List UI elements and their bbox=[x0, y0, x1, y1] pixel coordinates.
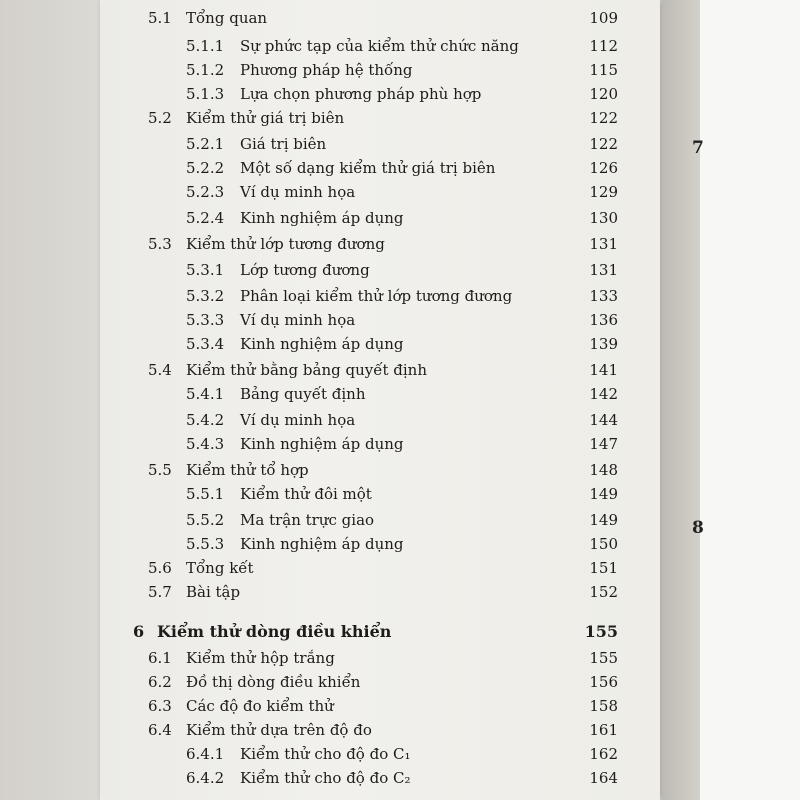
toc-chapter-entry bbox=[100, 620, 660, 644]
background-right bbox=[692, 0, 800, 800]
page-number: 115 bbox=[589, 61, 618, 79]
page-number: 150 bbox=[589, 535, 618, 553]
toc-entry bbox=[100, 82, 660, 106]
dot-leader bbox=[410, 432, 578, 456]
page-number: 149 bbox=[589, 485, 618, 503]
section-number: 5.2.1 bbox=[186, 135, 225, 153]
toc-entry bbox=[100, 156, 660, 180]
dot-leader bbox=[393, 508, 578, 532]
section-number: 5.3.1 bbox=[186, 261, 225, 279]
section-title: Kinh nghiệm áp dụng bbox=[240, 535, 404, 553]
book-spine-shadow bbox=[0, 0, 100, 800]
dot-leader bbox=[440, 358, 578, 382]
section-title: Kinh nghiệm áp dụng bbox=[240, 335, 404, 353]
dot-leader bbox=[263, 556, 578, 580]
section-number: 5.1.3 bbox=[186, 85, 225, 103]
section-title: Bảng quyết định bbox=[240, 385, 366, 403]
toc-entry bbox=[100, 766, 660, 790]
section-number: 6.1 bbox=[148, 649, 172, 667]
section-number: 5.2.3 bbox=[186, 183, 225, 201]
section-number: 6.4 bbox=[148, 721, 172, 739]
dot-leader bbox=[426, 766, 578, 790]
toc-page bbox=[100, 0, 660, 800]
page-number: 147 bbox=[589, 435, 618, 453]
dot-leader bbox=[376, 258, 578, 282]
section-title: Kiểm thử dòng điều khiển bbox=[157, 622, 392, 641]
section-title: Bài tập bbox=[186, 583, 241, 601]
page-number: 131 bbox=[589, 235, 618, 253]
section-title: Kinh nghiệm áp dụng bbox=[240, 209, 404, 227]
section-title: Kiểm thử hộp trắng bbox=[186, 649, 335, 667]
page-number: 155 bbox=[584, 622, 618, 641]
page-number: 131 bbox=[589, 261, 618, 279]
section-title: Lựa chọn phương pháp phù hợp bbox=[240, 85, 482, 103]
section-number: 6.3 bbox=[148, 697, 172, 715]
toc-entry bbox=[100, 458, 660, 482]
page-number: 162 bbox=[589, 745, 618, 763]
section-number: 5.2.4 bbox=[186, 209, 225, 227]
dot-leader bbox=[368, 180, 578, 204]
dot-leader bbox=[347, 694, 578, 718]
toc-entry bbox=[100, 232, 660, 256]
section-number: 6.4.2 bbox=[186, 769, 225, 787]
toc-entry bbox=[100, 432, 660, 456]
page-number: 144 bbox=[589, 411, 618, 429]
dot-leader bbox=[410, 532, 578, 556]
toc-entry bbox=[100, 694, 660, 718]
section-number: 5.3 bbox=[148, 235, 172, 253]
section-number: 5.6 bbox=[148, 559, 172, 577]
section-title: Các độ đo kiểm thử bbox=[186, 697, 334, 715]
toc-entry bbox=[100, 332, 660, 356]
page-number: 155 bbox=[589, 649, 618, 667]
section-number: 5.4.2 bbox=[186, 411, 225, 429]
dot-leader bbox=[485, 82, 578, 106]
toc-entry bbox=[100, 206, 660, 230]
toc-entry bbox=[100, 508, 660, 532]
section-title: Tổng kết bbox=[186, 559, 254, 577]
page-number: 156 bbox=[589, 673, 618, 691]
section-number: 5.5 bbox=[148, 461, 172, 479]
toc-entry bbox=[100, 258, 660, 282]
section-title: Kinh nghiệm áp dụng bbox=[240, 435, 404, 453]
page-number: 158 bbox=[589, 697, 618, 715]
dot-leader bbox=[410, 206, 578, 230]
page-number: 161 bbox=[589, 721, 618, 739]
section-number: 5.7 bbox=[148, 583, 172, 601]
page-number: 151 bbox=[589, 559, 618, 577]
page-number: 120 bbox=[589, 85, 618, 103]
adjacent-page-edge bbox=[662, 0, 700, 800]
section-title: Phân loại kiểm thử lớp tương đương bbox=[240, 287, 513, 305]
toc-entry bbox=[100, 284, 660, 308]
section-number: 5.5.2 bbox=[186, 511, 225, 529]
section-title: Đồ thị dòng điều khiển bbox=[186, 673, 361, 691]
section-title: Ví dụ minh họa bbox=[240, 311, 356, 329]
section-number: 6.4.1 bbox=[186, 745, 225, 763]
section-title: Kiểm thử lớp tương đương bbox=[186, 235, 385, 253]
section-title: Tổng quan bbox=[186, 9, 268, 27]
section-title: Giá trị biên bbox=[240, 135, 327, 153]
dot-leader bbox=[426, 742, 578, 766]
toc-entry bbox=[100, 670, 660, 694]
section-title: Một số dạng kiểm thử giá trị biên bbox=[240, 159, 496, 177]
toc-entry bbox=[100, 646, 660, 670]
toc-entry bbox=[100, 34, 660, 58]
section-number: 5.5.3 bbox=[186, 535, 225, 553]
dot-leader bbox=[389, 718, 578, 742]
dot-leader bbox=[322, 458, 578, 482]
section-number: 5.5.1 bbox=[186, 485, 225, 503]
toc-entry bbox=[100, 742, 660, 766]
dot-leader bbox=[272, 6, 578, 30]
toc-entry bbox=[100, 132, 660, 156]
section-number: 5.3.3 bbox=[186, 311, 225, 329]
toc-entry bbox=[100, 382, 660, 406]
section-number: 5.1 bbox=[148, 9, 172, 27]
dot-leader bbox=[351, 132, 578, 156]
section-number: 5.4.1 bbox=[186, 385, 225, 403]
page-number: 152 bbox=[589, 583, 618, 601]
chapter-mark-mid: 8 bbox=[692, 518, 704, 538]
page-number: 142 bbox=[589, 385, 618, 403]
dot-leader bbox=[418, 58, 578, 82]
page-number: 130 bbox=[589, 209, 618, 227]
page-number: 126 bbox=[589, 159, 618, 177]
section-title: Lớp tương đương bbox=[240, 261, 370, 279]
section-number: 5.4 bbox=[148, 361, 172, 379]
section-number: 5.1.2 bbox=[186, 61, 225, 79]
section-title: Phương pháp hệ thống bbox=[240, 61, 413, 79]
toc-entry bbox=[100, 580, 660, 604]
section-number: 5.4.3 bbox=[186, 435, 225, 453]
page-number: 109 bbox=[589, 9, 618, 27]
page-number: 164 bbox=[589, 769, 618, 787]
dot-leader bbox=[372, 106, 578, 130]
section-number: 5.3.4 bbox=[186, 335, 225, 353]
dot-leader bbox=[376, 382, 578, 406]
section-title: Kiểm thử dựa trên độ đo bbox=[186, 721, 372, 739]
section-title: Ví dụ minh họa bbox=[240, 183, 356, 201]
page-number: 136 bbox=[589, 311, 618, 329]
dot-leader bbox=[347, 646, 578, 670]
section-number: 5.3.2 bbox=[186, 287, 225, 305]
section-title: Sự phức tạp của kiểm thử chức năng bbox=[240, 37, 519, 55]
page-number: 141 bbox=[589, 361, 618, 379]
dot-leader bbox=[384, 482, 578, 506]
section-number: 6 bbox=[133, 622, 145, 641]
page-number: 148 bbox=[589, 461, 618, 479]
toc-entry bbox=[100, 482, 660, 506]
toc-entry bbox=[100, 556, 660, 580]
dot-leader bbox=[410, 332, 578, 356]
page-number: 139 bbox=[589, 335, 618, 353]
toc-entry bbox=[100, 308, 660, 332]
toc-entry bbox=[100, 58, 660, 82]
page-number: 129 bbox=[589, 183, 618, 201]
dot-leader bbox=[527, 156, 578, 180]
toc-entry bbox=[100, 6, 660, 30]
page-number: 133 bbox=[589, 287, 618, 305]
section-title: Kiểm thử đôi một bbox=[240, 485, 372, 503]
section-title: Ví dụ minh họa bbox=[240, 411, 356, 429]
dot-leader bbox=[255, 580, 578, 604]
dot-leader bbox=[536, 34, 578, 58]
section-number: 5.1.1 bbox=[186, 37, 225, 55]
toc-entry bbox=[100, 408, 660, 432]
page-number: 122 bbox=[589, 109, 618, 127]
section-title: Kiểm thử giá trị biên bbox=[186, 109, 345, 127]
section-number: 5.2.2 bbox=[186, 159, 225, 177]
toc-entry bbox=[100, 180, 660, 204]
page-number: 122 bbox=[589, 135, 618, 153]
toc-entry bbox=[100, 532, 660, 556]
section-title: Kiểm thử bằng bảng quyết định bbox=[186, 361, 427, 379]
section-title: Kiểm thử cho độ đo C₂ bbox=[240, 769, 411, 787]
section-number: 6.2 bbox=[148, 673, 172, 691]
section-number: 5.2 bbox=[148, 109, 172, 127]
toc-entry bbox=[100, 358, 660, 382]
dot-leader bbox=[381, 670, 578, 694]
section-title: Kiểm thử cho độ đo C₁ bbox=[240, 745, 411, 763]
section-title: Kiểm thử tổ hợp bbox=[186, 461, 309, 479]
page-number: 149 bbox=[589, 511, 618, 529]
dot-leader bbox=[398, 232, 578, 256]
chapter-mark-top: 7 bbox=[692, 138, 704, 158]
page-number: 112 bbox=[589, 37, 618, 55]
dot-leader bbox=[536, 284, 578, 308]
section-title: Ma trận trực giao bbox=[240, 511, 375, 529]
dot-leader bbox=[368, 408, 578, 432]
toc-entry bbox=[100, 718, 660, 742]
toc-entry bbox=[100, 106, 660, 130]
dot-leader bbox=[368, 308, 578, 332]
